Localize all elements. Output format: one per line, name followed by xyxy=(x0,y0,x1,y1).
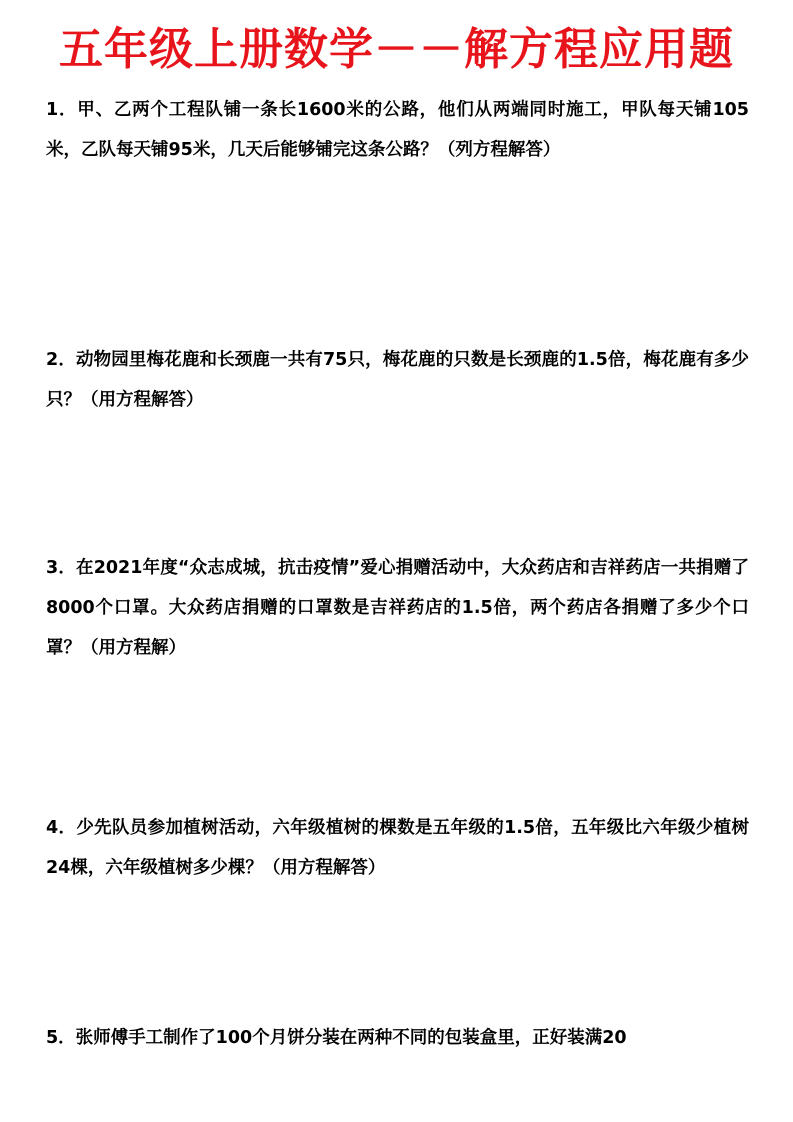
question-5: 5．张师傅手工制作了100个月饼分装在两种不同的包装盒里，正好装满20 xyxy=(46,1028,627,1048)
question-2: 2．动物园里梅花鹿和长颈鹿一共有75只，梅花鹿的只数是长颈鹿的1.5倍，梅花鹿有多少只？（用方程解答） xyxy=(46,350,749,410)
question-4: 4．少先队员参加植树活动，六年级植树的棵数是五年级的1.5倍，五年级比六年级少植树24棵，六年级植树多少棵？（用方程解答） xyxy=(46,818,749,878)
question-1: 1．甲、乙两个工程队铺一条长1600米的公路，他们从两端同时施工，甲队每天铺105米，乙队每天铺95米，几天后能够铺完这条公路？（列方程解答） xyxy=(46,100,749,160)
page-title: 五年级上册数学－－解方程应用题 xyxy=(59,24,734,75)
question-3: 3．在2021年度“众志成城，抗击疫情”爱心捐赠活动中，大众药店和吉祥药店一共捐赠了8000个口罩。大众药店捐赠的口罩数是吉祥药店的1.5倍，两个药店各捐赠了多少个口罩？（用方程解） xyxy=(46,558,749,658)
